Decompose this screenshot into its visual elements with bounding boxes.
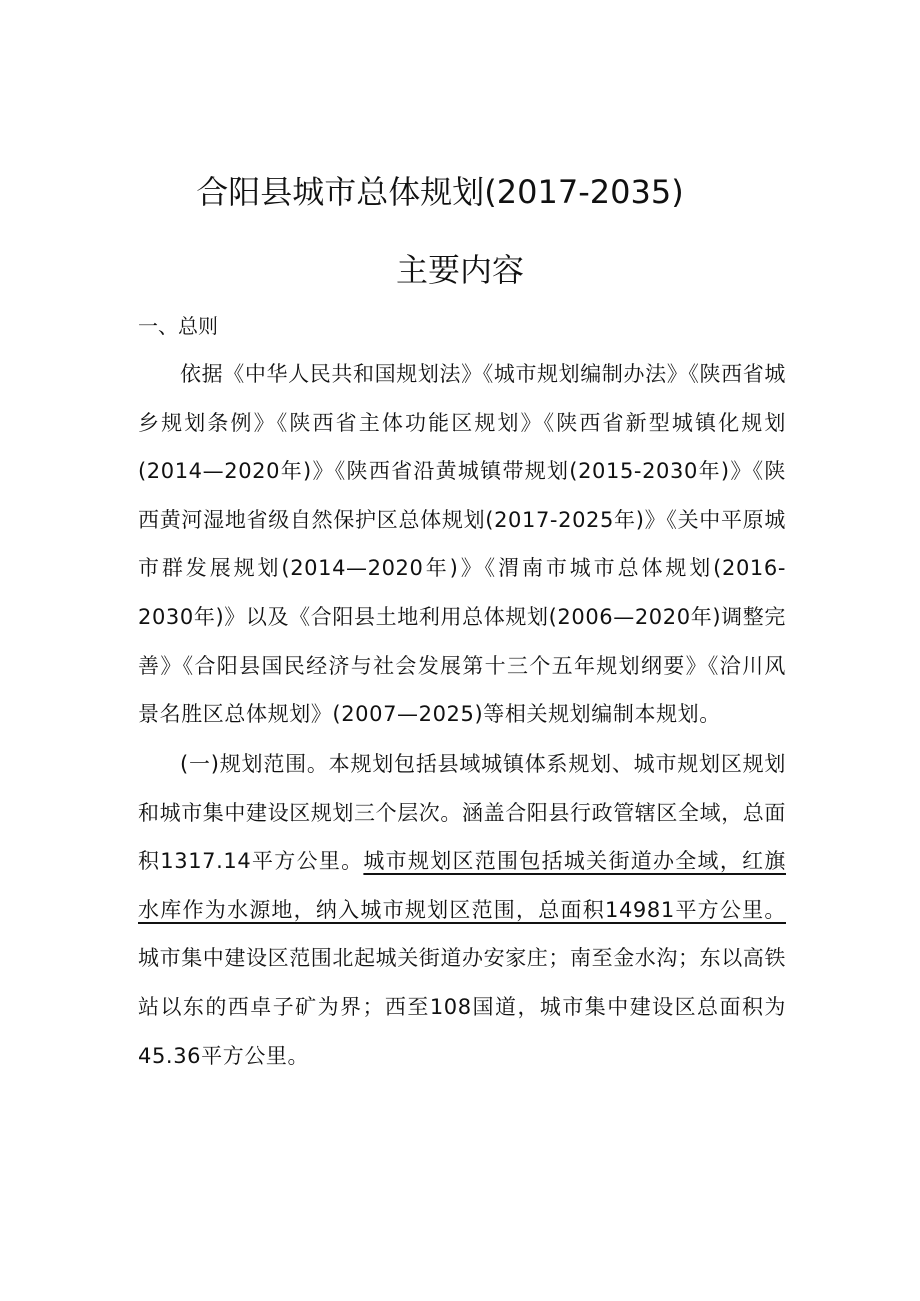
section-heading-general: 一、总则 <box>138 314 218 338</box>
scope-text-part1: (一)规划范围。本规划包括县域城镇体系规划、城市规划区规划和城市集中建设区规划三个层次。涵盖合阳县行政管辖区全域，总面积1317.14平方公里。 <box>138 752 786 874</box>
paragraph-planning-scope <box>138 740 786 1080</box>
paragraph-planning-basis: 依据《中华人民共和国规划法》《城市规划编制办法》《陕西省城乡规划条例》《陕西省主体功能区规划》《陕西省新型城镇化规划(2014—2020年)》《陕西省沿黄城镇带规划(2015-2030年)》《陕西黄河湿地省级自然保护区总体规划(2017-2025年)》《关中平原城市群发展规划(2014—2020年)》《渭南市城市总体规划(2016-2030年)》以及《合阳县土地利用总体规划(2006—2020年)调整完善》《合阳县国民经济与社会发展第十三个五年规划纲要》《洽川风景名胜区总体规划》(2007—2025)等相关规划编制本规划。 <box>138 362 786 727</box>
document-subtitle: 主要内容 <box>395 251 524 289</box>
document-title: 合阳县城市总体规划(2017-2035) <box>196 173 684 211</box>
scope-text-underlined: 城市规划区范围包括城关街道办全域，红旗水库作为水源地，纳入城市规划区范围，总面积14981平方公里。 <box>138 849 786 922</box>
scope-text-part2: 城市集中建设区范围北起城关街道办安家庄；南至金水沟；东以高铁站以东的西卓子矿为界；西至108国道，城市集中建设区总面积为45.36平方公里。 <box>138 946 786 1068</box>
